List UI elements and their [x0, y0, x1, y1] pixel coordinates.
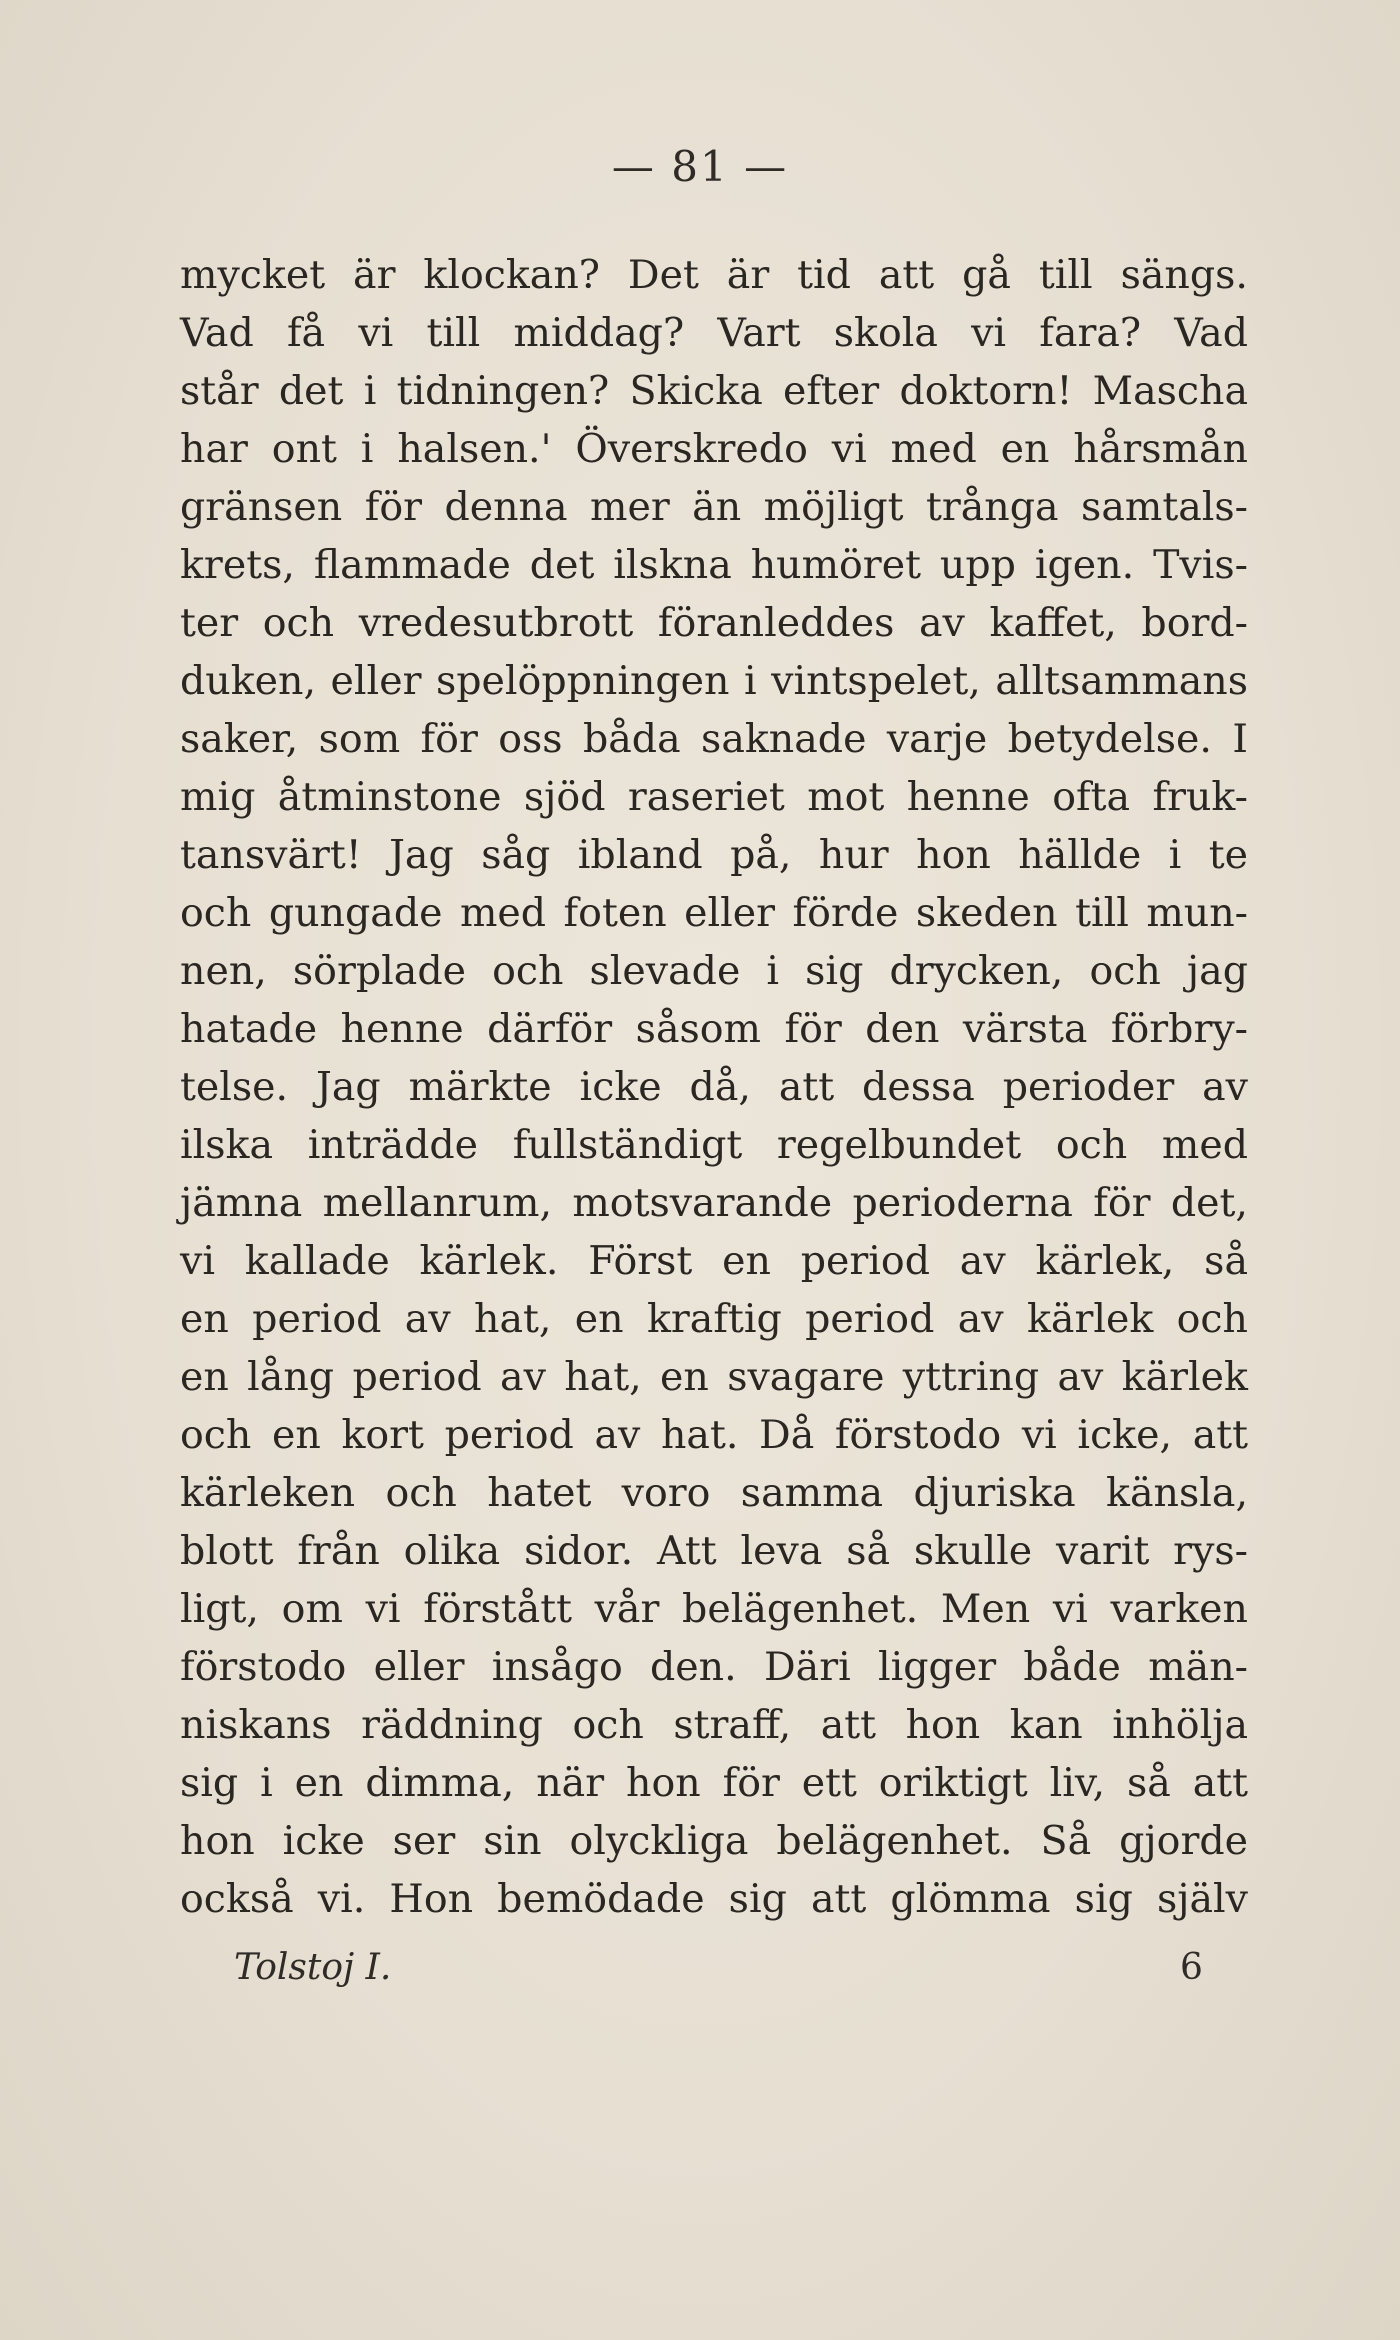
text-line: kärleken och hatet voro samma djuriska känsla,: [180, 1470, 1248, 1516]
page-number-header: — 81 —: [611, 142, 789, 191]
text-line: en lång period av hat, en svagare yttring av kärlek: [180, 1354, 1248, 1400]
text-line: nen, sörplade och slevade i sig drycken, och jag: [180, 948, 1248, 994]
text-line: också vi. Hon bemödade sig att glömma sig själv: [180, 1876, 1248, 1922]
text-line: har ont i halsen.' Överskredo vi med en hårsmån: [180, 426, 1248, 472]
text-line: och en kort period av hat. Då förstodo vi icke, att: [180, 1412, 1248, 1458]
text-line: ligt, om vi förstått vår belägenhet. Men vi varken: [180, 1586, 1248, 1632]
text-line: jämna mellanrum, motsvarande perioderna för det,: [180, 1180, 1248, 1226]
text-line: saker, som för oss båda saknade varje betydelse. I: [180, 716, 1248, 762]
text-line: en period av hat, en kraftig period av kärlek och: [180, 1296, 1248, 1342]
text-line: tansvärt! Jag såg ibland på, hur hon hällde i te: [180, 832, 1248, 878]
text-line: mycket är klockan? Det är tid att gå till sängs.: [180, 252, 1248, 298]
text-line: vi kallade kärlek. Först en period av kärlek, så: [180, 1238, 1248, 1284]
text-line: sig i en dimma, när hon för ett oriktigt liv, så att: [180, 1760, 1248, 1806]
signature-number: 6: [1180, 1947, 1203, 1988]
body-text: [180, 246, 1248, 1928]
text-line: hon icke ser sin olyckliga belägenhet. Så gjorde: [180, 1818, 1248, 1864]
text-line: ilska inträdde fullständigt regelbundet och med: [180, 1122, 1248, 1168]
text-line: niskans räddning och straff, att hon kan inhölja: [180, 1702, 1248, 1748]
text-line: telse. Jag märkte icke då, att dessa perioder av: [180, 1064, 1248, 1110]
text-line: och gungade med foten eller förde skeden till mun-: [180, 890, 1248, 936]
text-line: blott från olika sidor. Att leva så skulle varit rys-: [180, 1528, 1248, 1574]
text-line: gränsen för denna mer än möjligt trånga samtals-: [180, 484, 1248, 530]
text-line: duken, eller spelöppningen i vintspelet, alltsammans: [180, 658, 1248, 704]
text-line: Vad få vi till middag? Vart skola vi fara? Vad: [180, 310, 1248, 356]
text-line: hatade henne därför såsom för den värsta förbry-: [180, 1006, 1248, 1052]
text-line: krets, flammade det ilskna humöret upp igen. Tvis-: [180, 542, 1248, 588]
text-line: förstodo eller insågo den. Däri ligger både män-: [180, 1644, 1248, 1690]
text-line: mig åtminstone sjöd raseriet mot henne ofta fruk-: [180, 774, 1248, 820]
text-line: ter och vredesutbrott föranleddes av kaffet, bord-: [180, 600, 1248, 646]
signature-mark: Tolstoj I.: [234, 1947, 392, 1988]
text-line: står det i tidningen? Skicka efter doktorn! Mascha: [180, 368, 1248, 414]
